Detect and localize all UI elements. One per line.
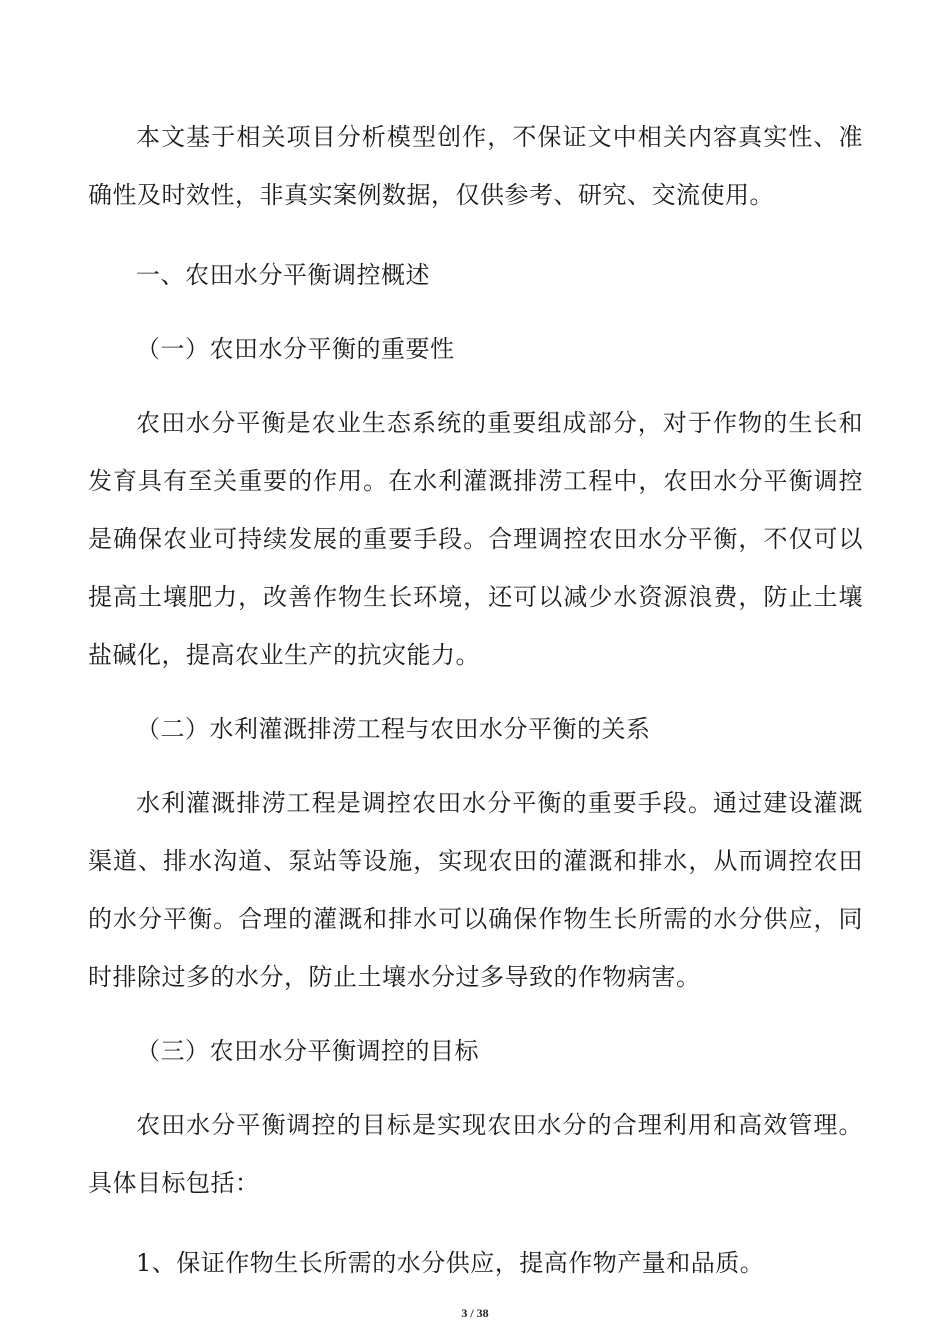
document-body bbox=[88, 108, 863, 1292]
subsection-heading-2: （二）水利灌溉排涝工程与农田水分平衡的关系 bbox=[136, 715, 651, 743]
goal-item-1: 1、保证作物生长所需的水分供应，提高作物产量和品质。 bbox=[136, 1249, 765, 1277]
subsection-heading-1: （一）农田水分平衡的重要性 bbox=[136, 335, 455, 363]
section-heading: 一、农田水分平衡调控概述 bbox=[136, 261, 430, 289]
subsection-paragraph-1: 农田水分平衡是农业生态系统的重要组成部分，对于作物的生长和发育具有至关重要的作用。在水利灌溉排涝工程中，农田水分平衡调控是确保农业可持续发展的重要手段。合理调控农田水分平衡，不仅可以提高土壤肥力，改善作物生长环境，还可以减少水资源浪费，防止土壤盐碱化，提高农业生产的抗灾能力。 bbox=[88, 409, 863, 669]
disclaimer-paragraph: 本文基于相关项目分析模型创作，不保证文中相关内容真实性、准确性及时效性，非真实案例数据，仅供参考、研究、交流使用。 bbox=[88, 123, 863, 209]
page-number: 3 / 38 bbox=[461, 1306, 489, 1320]
subsection-paragraph-3: 农田水分平衡调控的目标是实现农田水分的合理利用和高效管理。具体目标包括： bbox=[88, 1111, 863, 1197]
subsection-heading-3: （三）农田水分平衡调控的目标 bbox=[136, 1037, 479, 1065]
subsection-paragraph-2: 水利灌溉排涝工程是调控农田水分平衡的重要手段。通过建设灌溉渠道、排水沟道、泵站等设施，实现农田的灌溉和排水，从而调控农田的水分平衡。合理的灌溉和排水可以确保作物生长所需的水分供应，同时排除过多的水分，防止土壤水分过多导致的作物病害。 bbox=[88, 789, 863, 991]
